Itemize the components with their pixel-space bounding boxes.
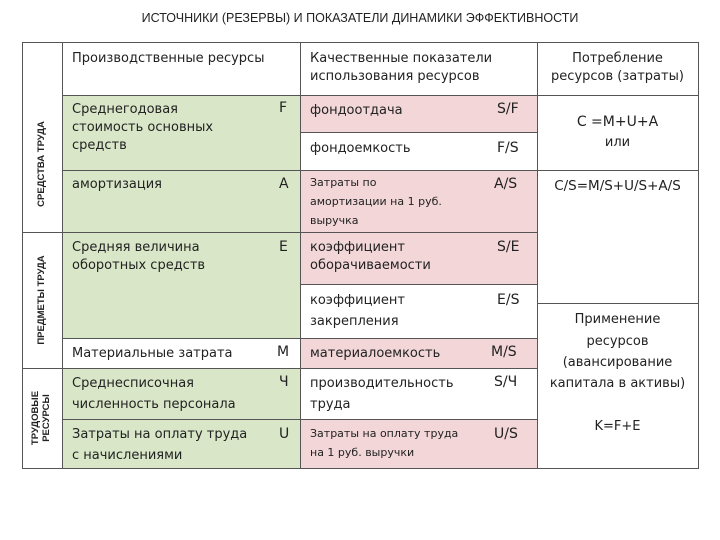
fixed-assets-line3: средств (72, 138, 127, 153)
productivity-line1: производительность (310, 376, 454, 391)
amortization-cost-line1: Затраты по (310, 176, 377, 189)
fixing-coef-ratio: E/S (497, 292, 520, 308)
fondootdacha-ratio: S/F (497, 101, 519, 117)
header-resources: Производственные ресурсы (72, 51, 265, 66)
formula-capital: K=F+E (594, 419, 641, 434)
wages-cost-line2: на 1 руб. выручки (310, 446, 415, 459)
turnover-ratio: S/E (497, 239, 520, 255)
wages-line2: с начислениями (72, 448, 183, 463)
amortization-symbol: A (279, 176, 289, 192)
wages-symbol: U (279, 426, 290, 442)
working-capital-symbol: E (279, 239, 288, 255)
fixed-assets-symbol: F (279, 100, 288, 116)
application-line4: капитала в активы) (549, 376, 686, 391)
side-label-labor-resources: ТРУДОВЫЕ РЕСУРСЫ (30, 390, 52, 446)
productivity-ratio: S/Ч (494, 374, 518, 390)
header-consumption-line1: Потребление (572, 51, 663, 66)
application-line3: (авансирование (562, 355, 673, 370)
formula-cost-ratio: C/S=M/S+U/S+A/S (554, 178, 681, 194)
materials-symbol: M (277, 344, 290, 360)
staff-line1: Среднесписочная (72, 376, 194, 391)
amortization-cost-line2: амортизации на 1 руб. (310, 195, 442, 208)
application-line1: Применение (574, 312, 661, 327)
amortization-label: амортизация (72, 177, 162, 192)
materials-ratio: M/S (491, 344, 517, 360)
side-label-labor-means: СРЕДСТВА ТРУДА (36, 121, 47, 207)
turnover-line1: коэффициент (310, 240, 405, 255)
amortization-ratio: A/S (494, 176, 518, 192)
productivity-line2: труда (310, 397, 351, 412)
application-line2: ресурсов (586, 334, 649, 349)
working-capital-line1: Средняя величина (72, 240, 200, 255)
turnover-line2: оборачиваемости (310, 258, 431, 273)
staff-line2: численность персонала (72, 397, 236, 412)
formula-total-cost: С =M+U+A (576, 114, 659, 130)
fondoemkost-label: фондоемкость (310, 141, 411, 156)
materials-intensity-label: материалоемкость (310, 346, 441, 361)
fondootdacha-label: фондоотдача (310, 103, 403, 118)
fixed-assets-line1: Среднегодовая (72, 102, 178, 117)
staff-symbol: Ч (279, 374, 289, 390)
amortization-cost-line3: выручка (310, 214, 359, 227)
header-consumption-line2: ресурсов (затраты) (551, 69, 684, 84)
formula-or: или (604, 135, 631, 150)
materials-label: Материальные затрата (72, 346, 233, 361)
side-label-labor-objects: ПРЕДМЕТЫ ТРУДА (36, 255, 47, 345)
fixed-assets-line2: стоимость основных (72, 120, 214, 135)
wages-line1: Затраты на оплату труда (72, 427, 248, 442)
header-quality-line2: использования ресурсов (310, 69, 480, 84)
fondoemkost-ratio: F/S (497, 140, 519, 156)
fixing-coef-line1: коэффициент (310, 293, 405, 308)
header-quality-line1: Качественные показатели (310, 51, 493, 66)
fixing-coef-line2: закрепления (310, 314, 399, 329)
wages-cost-line1: Затраты на оплату труда (310, 427, 459, 440)
wages-ratio: U/S (494, 426, 518, 442)
working-capital-line2: оборотных средств (72, 258, 206, 273)
page-title: ИСТОЧНИКИ (РЕЗЕРВЫ) И ПОКАЗАТЕЛИ ДИНАМИКИ ЭФФЕКТИВНОСТИ (141, 11, 579, 25)
